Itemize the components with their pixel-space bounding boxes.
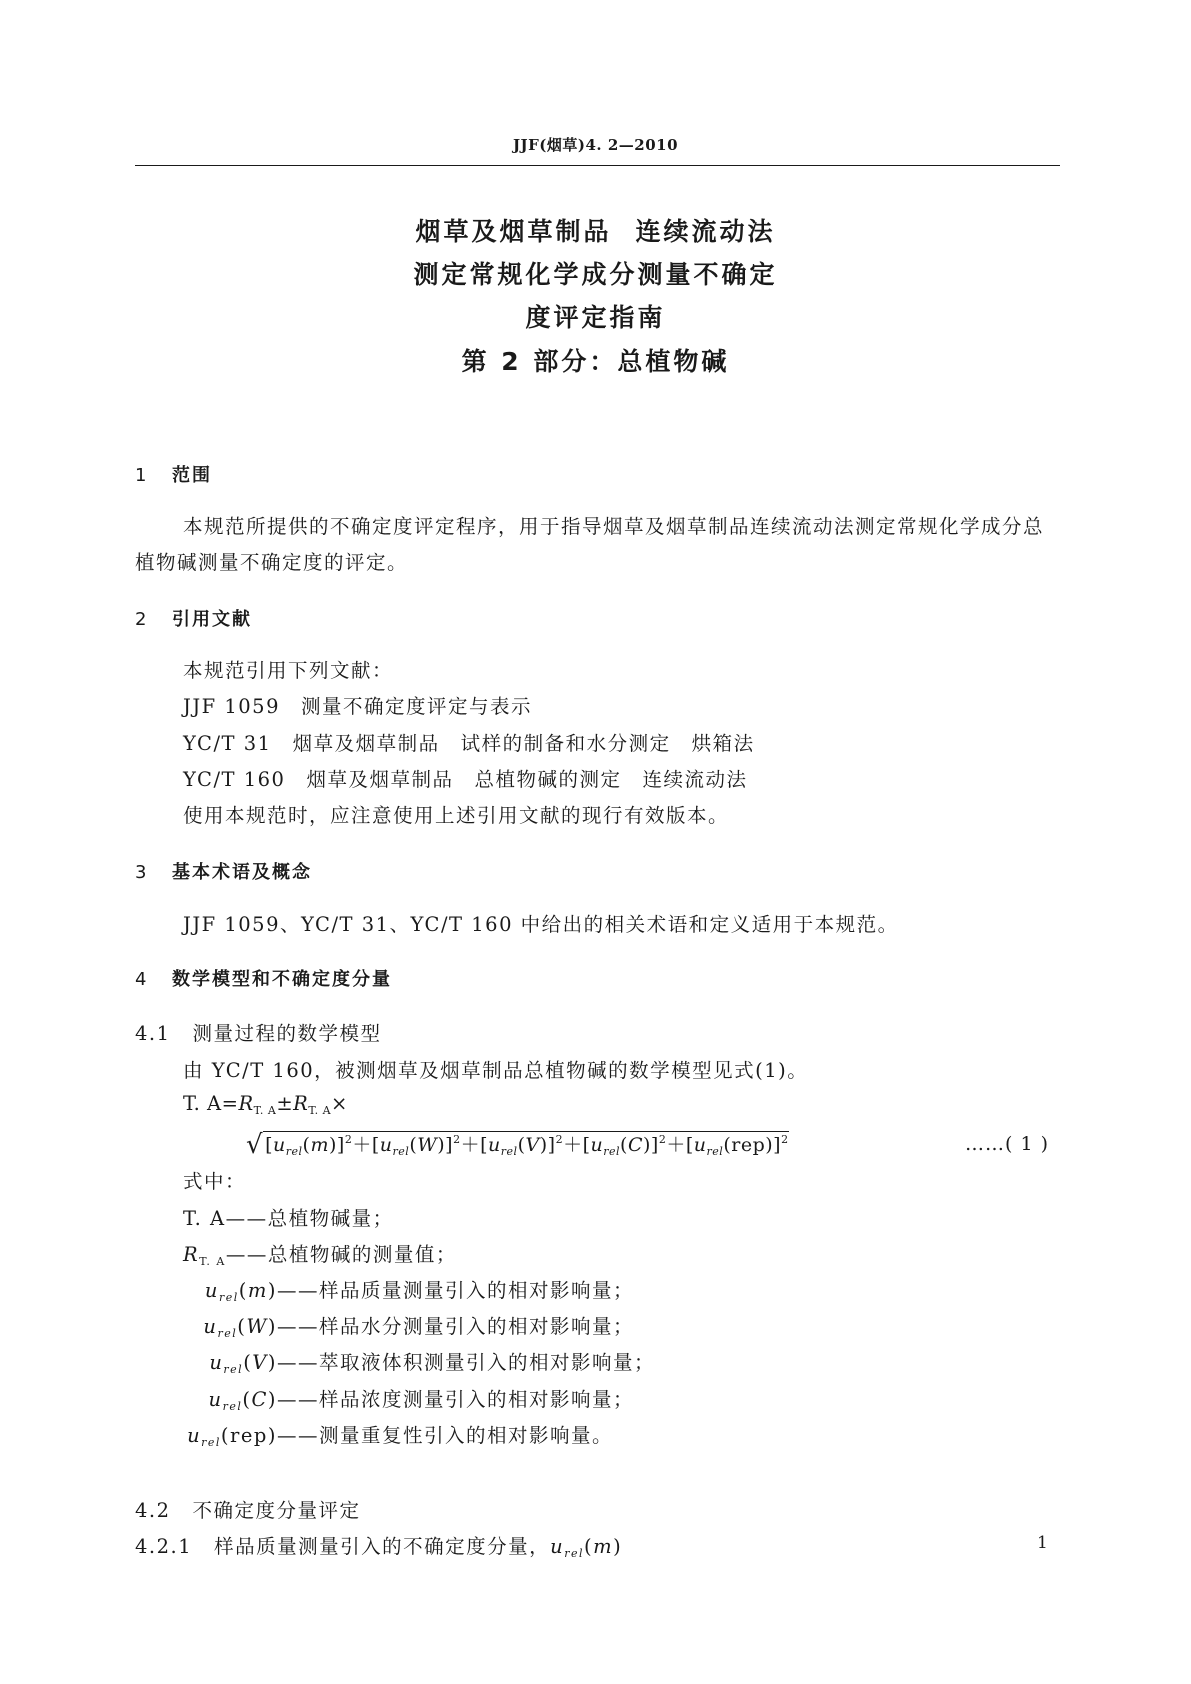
equation-plus: ＋	[563, 1134, 583, 1156]
section-title: 范围	[172, 465, 212, 486]
radicand-argument: C	[627, 1134, 644, 1156]
page-number: 1	[1037, 1533, 1048, 1553]
definition-item	[0, 1420, 613, 1448]
equation-symbol-r: R	[293, 1092, 309, 1115]
subsection-title: 测量过程的数学模型	[192, 1022, 382, 1045]
title-part-1b: 连续流动法	[635, 217, 776, 246]
section-3-heading	[135, 858, 312, 884]
model-intro-text: 由 YC/T 160，被测烟草及烟草制品总植物碱的数学模型见式(1)。	[183, 1059, 809, 1082]
reference-title: 测量不确定度评定与表示	[301, 695, 533, 718]
section-number: 1	[135, 465, 149, 486]
radicand-term: $[u_{rel}(rep)]^2$	[685, 1133, 789, 1158]
radicand-argument: V	[525, 1134, 540, 1156]
section-title: 引用文献	[172, 609, 252, 630]
equation-subscript: T. A	[308, 1104, 332, 1117]
section-4-heading	[135, 965, 392, 991]
definition-symbol: $u_{rel}(W)$	[203, 1315, 277, 1340]
definition-symbol: T. A	[183, 1207, 226, 1230]
reference-item	[183, 764, 747, 792]
equation-plus: ＋	[460, 1134, 481, 1156]
section-3-text: JJF 1059、YC/T 31、YC/T 160 中给出的相关术语和定义适用于本规范。	[183, 913, 899, 936]
section-number: 2	[135, 609, 149, 630]
equation-times: ×	[331, 1092, 348, 1115]
sqrt-radicand	[263, 1131, 789, 1156]
title-line-1	[0, 212, 1191, 248]
subsection-4-2-1-heading: 4.2.1 样品质量测量引入的不确定度分量，$u_{rel}(m)$	[135, 1535, 623, 1560]
definition-text: ——样品浓度测量引入的相对影响量；	[277, 1388, 635, 1411]
definition-text: ——测量重复性引入的相对影响量。	[277, 1424, 614, 1447]
radicand-argument: m	[310, 1134, 329, 1156]
title-line-3: 度评定指南	[525, 303, 666, 332]
radicand-term: $[u_{rel}(W)]^2$	[371, 1133, 461, 1158]
equation-plus: ＋	[352, 1134, 372, 1156]
subsection-title: 不确定度分量评定	[192, 1499, 361, 1522]
equation-equals: =	[221, 1092, 239, 1115]
section-2-heading	[135, 605, 252, 631]
section-1-heading	[135, 461, 212, 487]
subsection-4-1-heading	[135, 1018, 382, 1046]
reference-item	[183, 691, 532, 719]
title-line-4: 第 2 部分：总植物碱	[461, 347, 730, 376]
equation-symbol-r: R	[238, 1092, 254, 1115]
definition-subscript: T. A	[199, 1255, 226, 1268]
equation-line-1	[183, 1092, 348, 1115]
definition-symbol: R	[183, 1243, 200, 1266]
title-line-2: 测定常规化学成分测量不确定	[413, 260, 778, 289]
radicand-term: $[u_{rel}(V)]^2$	[480, 1133, 564, 1158]
section-number: 4	[135, 969, 149, 990]
subsection-number: 4.1	[135, 1022, 171, 1045]
equation-plus: ＋	[666, 1134, 686, 1156]
title-part-1a: 烟草及烟草制品	[415, 217, 612, 246]
definition-item	[0, 1275, 634, 1303]
definition-text: ——总植物碱量；	[225, 1207, 394, 1230]
radicand-term: $[u_{rel}(C)]^2$	[582, 1133, 667, 1158]
equation-subscript: T. A	[253, 1104, 277, 1117]
definition-item	[0, 1311, 634, 1339]
section-title: 基本术语及概念	[172, 862, 312, 883]
definition-symbol: $u_{rel}(C)$	[208, 1388, 277, 1413]
reference-code: YC/T 31	[183, 732, 272, 755]
subsection-number: 4.2	[135, 1499, 171, 1522]
reference-code: JJF 1059	[183, 695, 280, 718]
symbol-argument: m	[593, 1535, 614, 1558]
definition-text: ——萃取液体积测量引入的相对影响量；	[277, 1351, 656, 1374]
header-rule	[135, 165, 1060, 166]
definition-symbol: $u_{rel}(m)$	[204, 1279, 277, 1304]
reference-code: YC/T 160	[183, 768, 286, 791]
definition-text: ——总植物碱的测量值；	[225, 1243, 457, 1266]
definition-item	[183, 1239, 457, 1267]
definition-symbol: $u_{rel}(rep)$	[187, 1424, 277, 1449]
definition-text: ——样品质量测量引入的相对影响量；	[277, 1279, 635, 1302]
definition-item	[0, 1384, 634, 1412]
section-number: 3	[135, 862, 149, 883]
radicand-term: $[u_{rel}(m)]^2$	[265, 1133, 353, 1158]
reference-title: 烟草及烟草制品 试样的制备和水分测定 烘箱法	[292, 732, 755, 755]
definition-text: ——样品水分测量引入的相对影响量；	[277, 1315, 635, 1338]
equation-number: ……( 1 )	[965, 1133, 1049, 1155]
symbol-u: u	[550, 1535, 565, 1558]
where-label: 式中：	[183, 1170, 247, 1193]
definition-item	[183, 1203, 394, 1231]
subsection-title: 样品质量测量引入的不确定度分量，	[214, 1535, 551, 1558]
references-note: 使用本规范时，应注意使用上述引用文献的现行有效版本。	[183, 804, 730, 827]
references-intro: 本规范引用下列文献：	[183, 659, 394, 682]
section-title: 数学模型和不确定度分量	[172, 969, 392, 990]
reference-title: 烟草及烟草制品 总植物碱的测定 连续流动法	[306, 768, 748, 791]
reference-item	[183, 728, 755, 756]
section-1-text: 本规范所提供的不确定度评定程序，用于指导烟草及烟草制品连续流动法测定常规化学成分总植物碱测量不确定度的评定。	[135, 515, 1045, 574]
symbol-rel-subscript: rel	[564, 1547, 584, 1560]
definition-symbol: $u_{rel}(V)$	[209, 1351, 277, 1376]
equation-plus-minus: ±	[276, 1092, 294, 1115]
radicand-argument: W	[417, 1134, 438, 1156]
radicand-argument: rep	[731, 1134, 766, 1156]
definition-item	[0, 1347, 655, 1375]
equation-lhs: T. A	[183, 1092, 222, 1115]
sqrt-sign: √	[246, 1130, 264, 1160]
subsection-number: 4.2.1	[135, 1535, 193, 1558]
standard-code: JJF(烟草)4. 2—2010	[512, 136, 679, 154]
equation-line-2	[246, 1128, 789, 1158]
subsection-4-2-heading	[135, 1495, 361, 1523]
